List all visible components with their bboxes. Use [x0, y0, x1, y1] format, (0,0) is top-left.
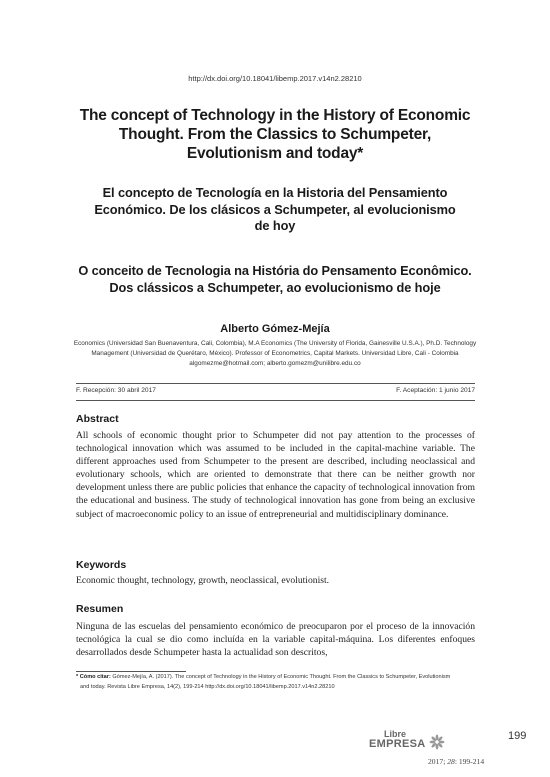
- title-spanish: El concepto de Tecnología en la Historia del Pensamiento Económico. De los clásicos a Schumpeter, al evolucionismo de hoy: [94, 185, 456, 233]
- keywords-text: Economic thought, technology, growth, neoclassical, evolutionist.: [76, 575, 330, 586]
- divider-bottom: [76, 400, 475, 401]
- abstract-heading: Abstract: [76, 413, 119, 425]
- resumen-text: Ninguna de las escuelas del pensamiento económico de preocuparon por el proceso de la innovación tecnológica la cual se dio como incluída en la variable capital-máquina. Los diferentes enfoques desarrollados desde Schumpeter hasta la actualidad son descritos,: [76, 621, 475, 659]
- footnote-label: * Cómo citar:: [76, 674, 111, 680]
- journal-page: http://dx.doi.org/10.18041/libemp.2017.v14n2.28210 The concept of Technology in the History of Economic Thought. From the Classics to Schumpeter, Evolutionism and today* El concepto de Tecnología en la Historia del Pensamiento Económico. De los clásicos a Schumpeter, al evolucionismo de hoy O conceito de Tecnologia na História do Pensamento Econômico. Dos clássicos a Schumpeter, ao evolucionismo de hoje Alberto Gómez-Mejía Economics (Universidad San Buenaventura, Cali, Colombia), M.A Economics (The University of Florida, Gainesville U.S.A.), Ph.D. Technology Management (Universidad de Querétaro, México). Professor of Econometrics, Capital Markets. Universidad Libre, Cali - Colombia algomezme@hotmail.com; alberto.gomezm@unilibre.edu.co F. Recepción: 30 abril 2017 F. Aceptación: 1 junio 2017 Abstract All schools of economic thought prior to Schumpeter did not pay attention to the processes of technological innovation which was assumed to be included in the capital-machine variable. The different approaches used from Schumpeter to the present are described, including neoclassical and evolutionary schools, which are oriented to demonstrate that there can be neither growth nor development unless there are public policies that enhance the capacity of technological innovation from the educational and business. The study of technological innovation has gone from being an exclusive subject of macroeconomic policy to an issue of entrepreneurial and multidisciplinary dominance. Keywords Economic thought, technology, growth, neoclassical, evolutionist. Resumen Ninguna de las escuelas del pensamiento económico de preocuparon por el proceso de la innovación tecnológica la cual se dio como incluída en la variable capital-máquina. Los diferentes enfoques desarrollados desde Schumpeter hasta la actualidad son descritos, * Cómo citar: Gómez-Mejía, A. (2017). The concept of Technology in the History of Economic Thought. From the Classics to Schumpeter, Evolutionism and today. Revista Libre Empresa, 14(2), 199-214 http://dx.doi.org/10.18041/libemp.2017.v14n2.28210 Libre EMPRESA 2017; 28: 199-214 199: [0, 0, 550, 777]
- author-email[interactable]: algomezme@hotmail.com; alberto.gomezm@unilibre.edu.co: [189, 360, 361, 367]
- accepted-date: F. Aceptación: 1 junio 2017: [396, 387, 475, 394]
- author-name: Alberto Gómez-Mejía: [220, 323, 330, 335]
- citation-footnote: * Cómo citar: Gómez-Mejía, A. (2017). The concept of Technology in the History of Economic Thought. From the Classics to Schumpeter, Evolutionism and today. Revista Libre Empresa, 14(2), 199-214 http://dx.doi.org/10.18041/libemp.2017.v14n2.28210: [76, 674, 451, 690]
- doi-link[interactable]: http://dx.doi.org/10.18041/libemp.2017.v14n2.28210: [188, 74, 362, 83]
- page-number: 199: [508, 730, 527, 742]
- divider-top: [76, 383, 475, 384]
- title-portuguese: O conceito de Tecnologia na História do Pensamento Econômico. Dos clássicos a Schumpeter, ao evolucionismo de hoje: [78, 263, 472, 295]
- title-english: The concept of Technology in the History of Economic Thought. From the Classics to Schumpeter, Evolutionism and today*: [79, 107, 471, 162]
- received-date: F. Recepción: 30 abril 2017: [76, 387, 156, 394]
- footnote-divider: [76, 671, 186, 672]
- keywords-heading: Keywords: [76, 559, 127, 571]
- resumen-heading: Resumen: [76, 603, 124, 615]
- flower-logo-icon: [429, 734, 445, 750]
- abstract-text: All schools of economic thought prior to Schumpeter did not pay attention to the processes of technological innovation which was assumed to be included in the capital-machine variable. The different approaches used from Schumpeter to the present are described, including neoclassical and evolutionary schools, which are oriented to demonstrate that there can be neither growth nor development unless there are public policies that enhance the capacity of technological innovation from the educational and business. The study of technological innovation has gone from being an exclusive subject of macroeconomic policy to an issue of entrepreneurial and multidisciplinary dominance.: [76, 430, 475, 520]
- author-affiliation: Economics (Universidad San Buenaventura, Cali, Colombia), M.A Economics (The University of Florida, Gainesville U.S.A.), Ph.D. Technology Management (Universidad de Querétaro, México). Professor of Econometrics, Capital Markets. Universidad Libre, Cali - Colombia algomezme@hotmail.com; alberto.gomezm@unilibre.edu.co: [70, 339, 480, 369]
- issue-citation: 2017; 28: 199-214: [428, 757, 485, 766]
